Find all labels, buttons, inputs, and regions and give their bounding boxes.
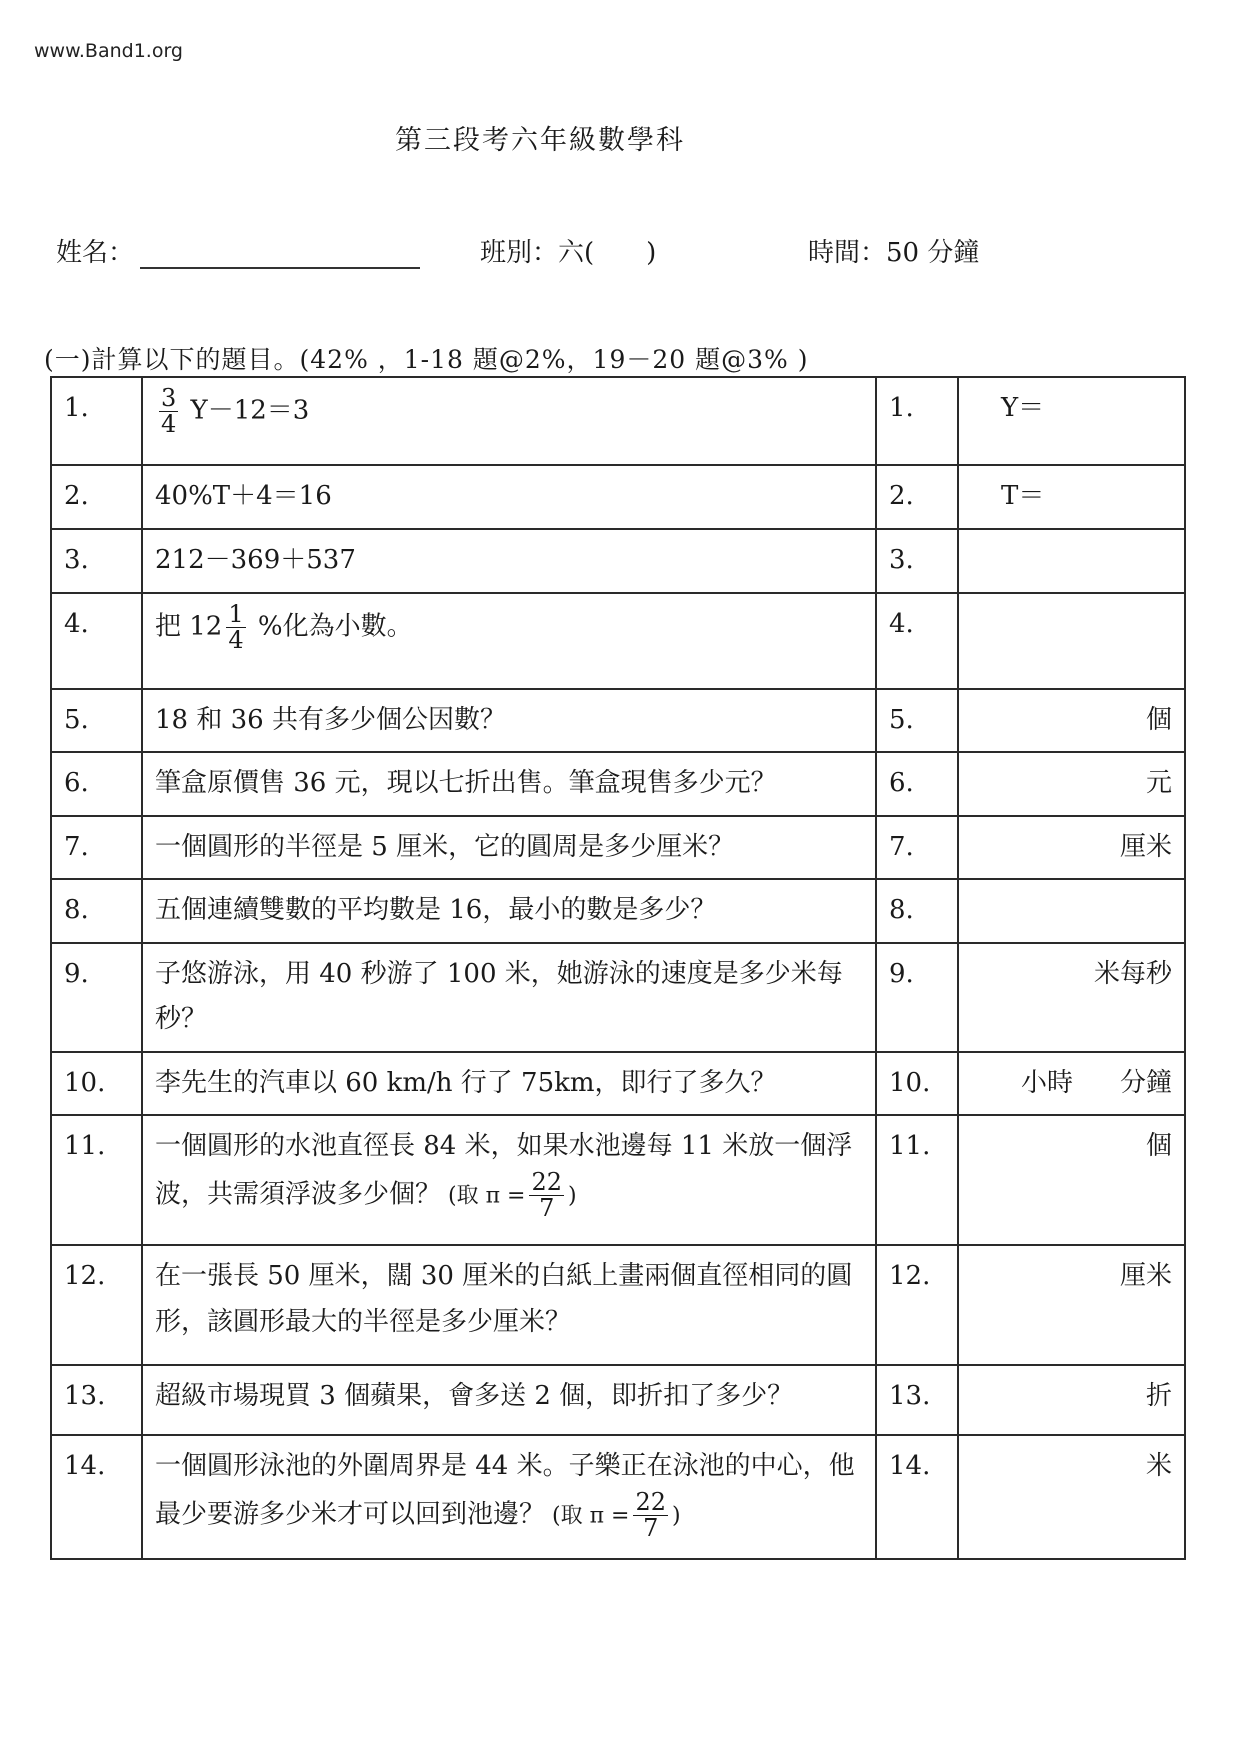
answer-box[interactable] bbox=[958, 1052, 1185, 1116]
question-text bbox=[142, 1365, 876, 1435]
question-text-part: 一個圓形泳池的外圍周界是 44 米。子樂正在泳池的中心，他最少要游多少米才可以回到池邊？ bbox=[155, 1451, 855, 1530]
question-number: 11. bbox=[51, 1115, 142, 1245]
question-text-part: 五個連續雙數的平均數是 16，最小的數是多少？ bbox=[155, 895, 717, 925]
section-title: (一)計算以下的題目。(42% ，1-18 題@2%，19－20 題@3% ) bbox=[44, 345, 809, 374]
question-text bbox=[142, 593, 876, 689]
question-text-part: 212－369＋537 bbox=[155, 544, 356, 575]
question-row bbox=[51, 1052, 1185, 1116]
name-blank-line bbox=[140, 247, 420, 269]
question-number: 3. bbox=[51, 529, 142, 593]
answer-unit: 元 bbox=[1145, 768, 1172, 798]
question-text bbox=[142, 465, 876, 529]
question-number: 4. bbox=[51, 593, 142, 689]
answer-box[interactable] bbox=[958, 816, 1185, 880]
fraction bbox=[633, 1487, 668, 1542]
fraction bbox=[159, 386, 178, 437]
page-title: 第三段考六年級數學科 bbox=[395, 125, 685, 156]
question-number: 13. bbox=[51, 1365, 142, 1435]
question-number: 6. bbox=[51, 752, 142, 816]
question-text bbox=[142, 1115, 876, 1245]
question-text bbox=[142, 1435, 876, 1559]
answer-box[interactable] bbox=[958, 1115, 1185, 1245]
fraction-numerator: 3 bbox=[161, 384, 177, 412]
answer-unit: 個 bbox=[1145, 1131, 1172, 1161]
answer-number: 6. bbox=[876, 752, 958, 816]
question-row bbox=[51, 943, 1185, 1052]
watermark: www.Band1.org bbox=[34, 40, 183, 62]
answer-number: 1. bbox=[876, 377, 958, 465]
answer-unit-minutes: 分鐘 bbox=[1119, 1067, 1172, 1098]
answer-number: 7. bbox=[876, 816, 958, 880]
question-text bbox=[142, 943, 876, 1052]
answer-number: 10. bbox=[876, 1052, 958, 1116]
answer-box[interactable] bbox=[958, 689, 1185, 753]
question-text-part: 在一張長 50 厘米，闊 30 厘米的白紙上畫兩個直徑相同的圓形，該圓形最大的半徑是多少厘米？ bbox=[155, 1261, 853, 1337]
answer-box[interactable] bbox=[958, 1435, 1185, 1559]
question-text-part: 把 12 bbox=[155, 611, 223, 642]
fraction-denominator: 7 bbox=[539, 1193, 555, 1222]
answer-number: 14. bbox=[876, 1435, 958, 1559]
question-text bbox=[142, 752, 876, 816]
answer-unit: 厘米 bbox=[1119, 1261, 1172, 1291]
pi-note-open: (取 bbox=[545, 1503, 590, 1529]
question-number: 14. bbox=[51, 1435, 142, 1559]
name-field bbox=[56, 232, 420, 269]
question-row bbox=[51, 1365, 1185, 1435]
question-number: 2. bbox=[51, 465, 142, 529]
question-row bbox=[51, 879, 1185, 943]
question-row bbox=[51, 593, 1185, 689]
answer-number: 3. bbox=[876, 529, 958, 593]
fraction-denominator: 4 bbox=[228, 625, 244, 654]
pi-symbol: π = bbox=[589, 1503, 630, 1529]
question-number: 7. bbox=[51, 816, 142, 880]
question-number: 9. bbox=[51, 943, 142, 1052]
question-row bbox=[51, 1115, 1185, 1245]
answer-unit: 厘米 bbox=[1119, 831, 1172, 862]
question-text-part: 一個圓形的半徑是 5 厘米，它的圓周是多少厘米？ bbox=[155, 831, 735, 862]
answer-box[interactable] bbox=[958, 529, 1185, 593]
fraction-numerator: 22 bbox=[635, 1487, 667, 1516]
question-text-part: Y－12＝3 bbox=[182, 395, 310, 426]
question-row bbox=[51, 689, 1185, 753]
question-number: 10. bbox=[51, 1052, 142, 1116]
fraction-denominator: 4 bbox=[161, 410, 177, 439]
fraction-numerator: 1 bbox=[228, 599, 244, 628]
answer-number: 5. bbox=[876, 689, 958, 753]
pi-note-close: ) bbox=[672, 1503, 681, 1529]
question-text bbox=[142, 377, 876, 465]
answer-box[interactable] bbox=[958, 943, 1185, 1052]
question-text-part: %化為小數。 bbox=[249, 611, 413, 642]
question-text-part: 一個圓形的水池直徑長 84 米，如果水池邊每 11 米放一個浮波，共需須浮波多少個？ bbox=[155, 1131, 853, 1210]
answer-number: 4. bbox=[876, 593, 958, 689]
question-text-part: 18 和 36 共有多少個公因數？ bbox=[155, 704, 506, 735]
question-text-part: 子悠游泳，用 40 秒游了 100 米，她游泳的速度是多少米每秒？ bbox=[155, 958, 843, 1034]
answer-box[interactable] bbox=[958, 465, 1185, 529]
answer-box[interactable] bbox=[958, 377, 1185, 465]
time-field: 時間：50 分鐘 bbox=[808, 238, 980, 268]
answer-units bbox=[971, 1061, 1172, 1107]
pi-note-close: ) bbox=[568, 1183, 577, 1209]
answer-unit: 個 bbox=[1145, 704, 1172, 735]
answer-box[interactable] bbox=[958, 1245, 1185, 1365]
answer-unit: 折 bbox=[1145, 1381, 1172, 1411]
question-text bbox=[142, 879, 876, 943]
class-field: 班別：六( ) bbox=[480, 238, 657, 268]
answer-box[interactable] bbox=[958, 593, 1185, 689]
question-text-part: 超級市場現買 3 個蘋果，會多送 2 個，即折扣了多少？ bbox=[155, 1381, 794, 1411]
answer-label: T＝ bbox=[1001, 481, 1045, 511]
fraction bbox=[529, 1167, 564, 1222]
question-table bbox=[50, 376, 1186, 1560]
answer-number: 2. bbox=[876, 465, 958, 529]
answer-label: Y＝ bbox=[1001, 393, 1045, 423]
question-row bbox=[51, 377, 1185, 465]
question-text bbox=[142, 816, 876, 880]
answer-number: 12. bbox=[876, 1245, 958, 1365]
question-number: 1. bbox=[51, 377, 142, 465]
answer-unit-hours: 小時 bbox=[1021, 1067, 1074, 1098]
question-row bbox=[51, 816, 1185, 880]
question-text bbox=[142, 1052, 876, 1116]
pi-note-open: (取 bbox=[441, 1183, 486, 1209]
fraction-numerator: 22 bbox=[531, 1167, 563, 1196]
answer-box[interactable] bbox=[958, 879, 1185, 943]
pi-symbol: π = bbox=[485, 1183, 526, 1209]
question-text bbox=[142, 689, 876, 753]
answer-box[interactable] bbox=[958, 1365, 1185, 1435]
question-number: 8. bbox=[51, 879, 142, 943]
question-text-part: 40%T＋4＝16 bbox=[155, 481, 332, 511]
answer-number: 8. bbox=[876, 879, 958, 943]
answer-unit: 米每秒 bbox=[1093, 958, 1172, 989]
question-row bbox=[51, 1435, 1185, 1559]
question-number: 5. bbox=[51, 689, 142, 753]
question-row bbox=[51, 752, 1185, 816]
question-number: 12. bbox=[51, 1245, 142, 1365]
question-row bbox=[51, 1245, 1185, 1365]
answer-number: 9. bbox=[876, 943, 958, 1052]
question-text bbox=[142, 529, 876, 593]
answer-box[interactable] bbox=[958, 752, 1185, 816]
question-text bbox=[142, 1245, 876, 1365]
answer-unit: 米 bbox=[1145, 1451, 1172, 1481]
question-text-part: 李先生的汽車以 60 km/h 行了 75km，即行了多久？ bbox=[155, 1067, 777, 1098]
question-row bbox=[51, 529, 1185, 593]
question-row bbox=[51, 465, 1185, 529]
name-label: 姓名： bbox=[56, 238, 135, 268]
fraction bbox=[226, 599, 245, 654]
question-text-part: 筆盒原價售 36 元，現以七折出售。筆盒現售多少元？ bbox=[155, 768, 777, 798]
answer-number: 11. bbox=[876, 1115, 958, 1245]
answer-number: 13. bbox=[876, 1365, 958, 1435]
fraction-denominator: 7 bbox=[643, 1513, 659, 1542]
